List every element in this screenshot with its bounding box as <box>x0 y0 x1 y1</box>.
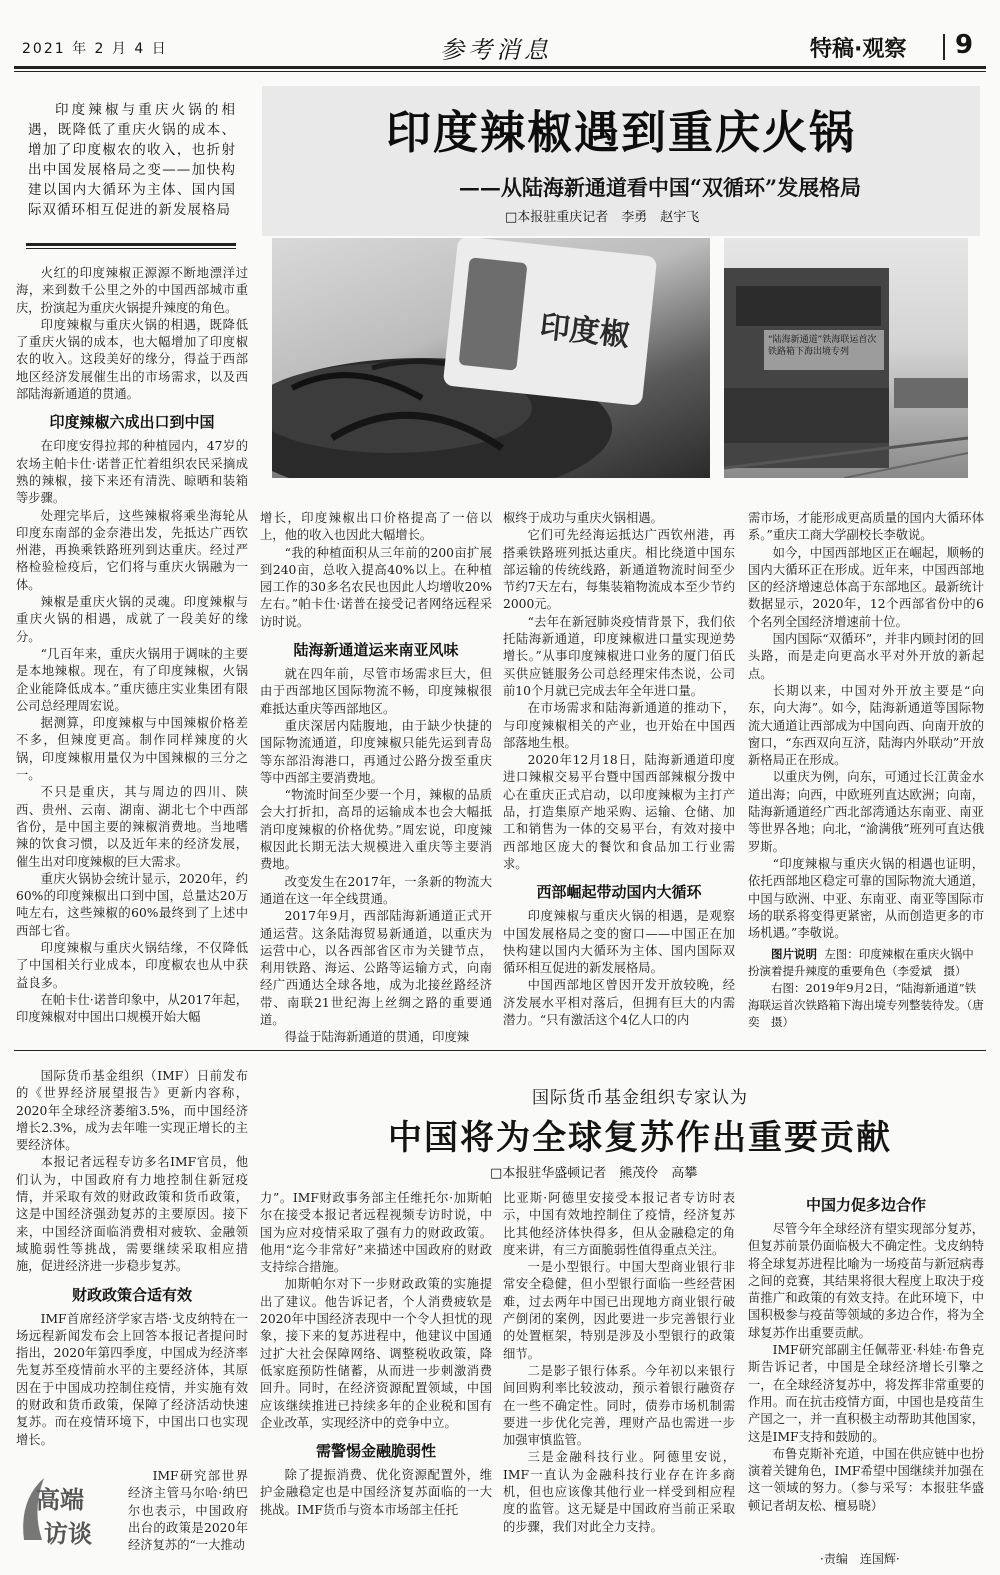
photo-chili-peppers <box>272 238 710 478</box>
article1-byline: □本报驻重庆记者 李勇 赵宇飞 <box>505 210 700 225</box>
paragraph: 长期以来，中国对外开放主要是“向东，向大海”。如今，陆海新通道等国际物流大通道让西部成为中国向西、向南开放的窗口，“东西双向互济，陆海内外联动”开放新格局正在形成。 <box>748 683 984 768</box>
article2-kicker: 国际货币基金组织专家认为 <box>532 1088 748 1108</box>
article-separator <box>14 1050 986 1051</box>
paragraph: 椒终于成功与重庆火锅相遇。 <box>503 511 663 525</box>
paragraph: 2020年12月18日，陆海新通道印度进口辣椒交易平台暨中国西部辣椒分拨中心在重庆正式启动，以印度辣椒为主打产品，打造集原产地采购、运输、仓储、加工和销售为一体的交易平台，有效对接中西部地区庞大的餐饮和食品加工行业需求。 <box>503 753 735 871</box>
paragraph: “去年在新冠肺炎疫情背景下，我们依托陆海新通道，印度辣椒进口量实现逆势增长。”从事印度辣椒进口业务的厦门佰氏买供应链服务公司总经理宋伟杰说，公司前10个月就已完成去年全年进口量。 <box>503 614 735 698</box>
paragraph: 火红的印度辣椒正源源不断地漂洋过海，来到数千公里之外的中国西部城市重庆，扮演起为重庆火锅提升辣度的角色。 <box>16 266 248 315</box>
paragraph: 需市场，才能形成更高质量的国内大循环体系。”重庆工商大学副校长李敬说。 <box>748 511 984 543</box>
article2-column-2 <box>260 1190 492 1570</box>
page-number: 9 <box>955 30 974 60</box>
article1-title: 印度辣椒遇到重庆火锅 <box>385 106 856 159</box>
article1-subheading-1: 印度辣椒六成出口到中国 <box>49 413 215 432</box>
caption-left: 左图：印度辣椒在重庆火锅中扮演着提升辣度的重要角色（李爱斌 摄） <box>748 947 974 979</box>
paragraph: 重庆火锅协会统计显示，2020年，约60%的印度辣椒出口到中国，总量达20万吨左右，这些辣椒的60%最终到了上述中西部七省。 <box>16 871 248 938</box>
article2-subheading-3: 中国力促多边合作 <box>805 1196 926 1214</box>
paragraph: 增长，印度辣椒出口价格提高了一倍以上，他的收入也因此大幅增长。 <box>260 511 492 543</box>
paragraph: 加斯帕尔对下一步财政政策的实施提出了建议。他告诉记者，个人消费疲软是2020年中国经济表现中一个令人担忧的现象，接下来的复苏进程中，他建议中国通过扩大社会保障网络、调整税收政策，降低家庭预防性储蓄，从而进一步刺激消费回升。同时，在经济资源配置领域，中国应该继续推进已持续多年的企业税和国有企业改革，实现经济中的竞争中立。 <box>260 1277 492 1430</box>
paragraph: 除了提振消费、优化资源配置外，维护金融稳定也是中国经济复苏面临的一大挑战。IMF货币与资本市场部主任托 <box>260 1468 492 1517</box>
article2-column-3 <box>503 1190 735 1570</box>
summary-rule <box>26 243 236 246</box>
article1-subtitle: ——从陆海新通道看中国“双循环”发展格局 <box>458 175 862 200</box>
paragraph: 辣椒是重庆火锅的灵魂。印度辣椒与重庆火锅的相遇，成就了一段美好的缘分。 <box>16 595 248 644</box>
header-rule <box>14 66 986 69</box>
photo-train <box>724 238 968 478</box>
photo-chili-label: 印度椒 <box>538 309 632 354</box>
paragraph: 如今，中国西部地区正在崛起，顺畅的国内大循环正在形成。近年来，中国西部地区的经济增速总体高于东部地区。最新统计数据显示，2020年，12个西部省份中的6个名列全国经济增速前十位。 <box>748 545 984 629</box>
paragraph: 本报记者远程专访多名IMF官员，他们认为，中国政府有力地控制住新冠疫情，并采取有效的财政政策和货币政策，这是中国经济强劲复苏的主要原因。接下来，中国经济面临消费相对疲软、金融领域脆弱性等挑战，需要继续采取相应措施，促进经济进一步稳步复苏。 <box>16 1155 248 1274</box>
paragraph: 2017年9月，西部陆海新通道正式开通运营。这条陆海贸易新通道，以重庆为运营中心，以各西部省区市为关键节点，利用铁路、海运、公路等运输方式，向南经广西通达全球各地，成为北接丝路经济带、南联21世纪海上丝绸之路的重要通道。 <box>260 909 492 1028</box>
paragraph: 在帕卡仕·诺普印象中，从2017年起，印度辣椒对中国出口规模开始大幅 <box>16 992 248 1025</box>
article2-subheading-2: 需警惕金融脆弱性 <box>315 1442 436 1461</box>
paragraph: 比亚斯·阿德里安接受本报记者专访时表示，中国有效地控制住了疫情，经济复苏比其他经济体快得多，但从金融稳定的角度来讲，有三方面脆弱性值得重点关注。 <box>503 1191 735 1257</box>
article2-title: 中国将为全球复苏作出重要贡献 <box>388 1118 892 1158</box>
paragraph: 重庆深居内陆腹地，由于缺少快捷的国际物流通道，印度辣椒只能先运到青岛等东部沿海港口，再通过公路分拨至重庆等中西部主要消费地。 <box>260 718 492 785</box>
editor-credit: ·责编 连国辉· <box>820 1552 900 1566</box>
article1-subheading-3: 西部崛起带动国内大循环 <box>536 883 702 902</box>
chili-illustration <box>272 238 710 478</box>
paragraph: IMF首席经济学家吉塔·戈皮纳特在一场远程新闻发布会上回答本报记者提问时指出，2020年第四季度，中国成为经济率先复苏至疫情前水平的主要经济体，其原因在于中国成功控制住疫情，并实施有效的财政和货币政策，保障了经济活动快速复苏。而在疫情环境下，中国出口也实现增长。 <box>16 1311 248 1447</box>
header-rule-thin <box>14 71 986 72</box>
paragraph: 它们可先经海运抵达广西钦州港，再搭乘铁路班列抵达重庆。相比绕道中国东部运输的传统线路，新通道物流时间至少节约7天左右，每集装箱物流成本至少节约2000元。 <box>503 528 735 612</box>
paragraph: 二是影子银行体系。今年初以来银行间回购利率比较波动，预示着银行融资存在一些不确定性。同时，债券市场机制需要进一步优化完善，理财产品也需进一步加强审慎监管。 <box>503 1363 735 1448</box>
summary-rule-thin <box>26 248 236 249</box>
paragraph: 一是小型银行。中国大型商业银行非常安全稳健，但小型银行面临一些经营困难，过去两年中国已出现地方商业银行破产倒闭的案例，因此要进一步完善银行业的处置框架，特别是涉及小型银行的政策细节。 <box>503 1260 735 1361</box>
masthead: 参考消息 <box>440 36 552 64</box>
article2-column-4 <box>748 1190 984 1550</box>
paragraph: 国际货币基金组织（IMF）日前发布的《世界经济展望报告》更新内容称，2020年全球经济萎缩3.5%，而中国经济增长2.3%，成为去年唯一实现正增长的主要经济体。 <box>16 1069 248 1153</box>
paragraph: 力”。IMF财政事务部主任维托尔·加斯帕尔在接受本报记者远程视频专访时说，中国为应对疫情采取了强有力的财政政策。他用“迄今非常好”来描述中国政府的财政支持综合措施。 <box>260 1191 492 1275</box>
badge-text-2: 访谈 <box>44 1520 92 1548</box>
paragraph: 就在四年前，尽管市场需求巨大，但由于西部地区国际物流不畅，印度辣椒很难抵达重庆等西部地区。 <box>260 667 492 716</box>
paragraph: 印度辣椒与重庆火锅的相遇，是观察中国发展格局之变的窗口——中国正在加快构建以国内大循环为主体、国内国际双循环相互促进的新发展格局。 <box>503 909 735 976</box>
paragraph: 处理完毕后，这些辣椒将乘坐海轮从印度东南部的金奈港出发，先抵达广西钦州港，再换乘铁路班列到达重庆。经过严格检验检疫后，它们将与重庆火锅融为一体。 <box>16 508 248 592</box>
article1-subheading-2: 陆海新通道运来南亚风味 <box>293 641 459 660</box>
photo-caption <box>748 946 984 980</box>
section-name: 特稿·观察 <box>810 37 907 62</box>
paragraph: 不只是重庆，其与周边的四川、陕西、贵州、云南、湖南、湖北七个中西部省份，是中国主要的辣椒消费地。当地嗜辣的饮食习惯，以及近年来的经济发展，催生出对印度辣椒的巨大需求。 <box>16 785 248 869</box>
issue-date: 2021 年 2 月 4 日 <box>22 41 168 57</box>
article2-column-1-tail <box>128 1468 248 1568</box>
train-illustration <box>724 238 968 478</box>
paragraph: IMF研究部世界经济主管马尔哈·纳巴尔也表示，中国政府出台的政策是2020年经济复苏的“一大推动 <box>128 1469 248 1553</box>
paragraph: “物流时间至少要一个月，辣椒的品质会大打折扣，高昂的运输成本也会大幅抵消印度辣椒的价格优势。”周宏说，印度辣椒因此长期无法大规模进入重庆等主要消费地。 <box>260 788 492 872</box>
article1-column-2 <box>260 510 492 1045</box>
train-banner-text: “陆海新通道”铁海联运首次铁路箱下海出境专列 <box>768 335 877 357</box>
paragraph: 印度辣椒与重庆火锅的相遇，既降低了重庆火锅的成本，也大幅增加了印度椒农的收入。这段美好的缘分，得益于西部地区经济发展催生出的市场需求，以及西部陆海新通道的贯通。 <box>16 317 248 402</box>
paragraph: 以重庆为例，向东，可通过长江黄金水道出海；向西，中欧班列直达欧洲；向南，陆海新通道经广西北部湾通达东南亚、南亚等世界各地；向北，“渝满俄”班列可直达俄罗斯。 <box>748 770 984 854</box>
paragraph: 布鲁克斯补充道，中国在供应链中也扮演着关键角色，IMF希望中国继续并加强在这一领域的努力。（参与采写：本报驻华盛顿记者胡友松、檀易晓） <box>748 1446 984 1513</box>
interview-badge <box>14 1470 114 1552</box>
paragraph: 三是金融科技行业。阿德里安说，IMF一直认为金融科技行业存在许多商机，但也应该像其他行业一样受到相应程度的监管。这无疑是中国政府当前正采取的步骤，我们对此全力支持。 <box>503 1450 735 1534</box>
article2-byline: □本报驻华盛顿记者 熊茂伶 高攀 <box>490 1166 698 1181</box>
photo-caption-right: 右图：2019年9月2日，“陆海新通道”铁海联运首次铁路箱下海出境专列整装待发。（唐奕 摄） <box>748 981 984 1030</box>
article1-column-3 <box>503 510 735 1045</box>
paragraph: 得益于陆海新通道的贯通，印度辣 <box>284 1030 470 1045</box>
caption-label: 图片说明 <box>771 947 817 962</box>
paragraph: 尽管今年全球经济有望实现部分复苏，但复苏前景仍面临极大不确定性。戈皮纳特将全球复苏进程比喻为一场疫苗与新冠病毒之间的竞赛，其结果将很大程度上取决于疫苗推广和政策的有效支持。在此环境下，中国积极参与疫苗等领域的多边合作，将为全球复苏作出重要贡献。 <box>748 1222 984 1340</box>
section-divider <box>943 34 945 60</box>
paragraph: 印度辣椒与重庆火锅结缘，不仅降低了中国相关行业成本，印度椒农也从中获益良多。 <box>16 940 248 990</box>
article1-summary: 印度辣椒与重庆火锅的相遇，既降低了重庆火锅的成本、增加了印度椒农的收入，也折射出中国发展格局之变——加快构建以国内大循环为主体、国内国际双循环相互促进的新发展格局 <box>28 102 236 218</box>
paragraph: 据测算，印度辣椒与中国辣椒价格差不多，但辣度更高。制作同样辣度的火锅，印度辣椒用量仅为中国辣椒的三分之一。 <box>16 716 248 783</box>
badge-text-1: 高端 <box>36 1486 84 1514</box>
paragraph: “印度辣椒与重庆火锅的相遇也证明，依托西部地区稳定可靠的国际物流大通道，中国与欧洲、中亚、东南亚、南亚等国际市场的联系将变得更紧密，从而创造更多的市场机遇。”李敬说。 <box>748 856 984 941</box>
paragraph: 改变发生在2017年，一条新的物流大通道在这一年全线贯通。 <box>260 874 492 906</box>
article2-column-1 <box>16 1068 248 1468</box>
paragraph: 在市场需求和陆海新通道的推动下，与印度辣椒相关的产业，也开始在中国西部落地生根。 <box>503 701 735 750</box>
paragraph: “几百年来，重庆火锅用于调味的主要是本地辣椒。现在，有了印度辣椒，火锅企业能降低成本。”重庆德庄实业集团有限公司总经理周宏说。 <box>16 646 248 713</box>
paragraph: “我的种植面积从三年前的200亩扩展到240亩，总收入提高40%以上。在种植园工作的30多名农民也因此人均增收20%左右。”帕卡仕·诺普在接受记者网络远程采访时说。 <box>260 545 492 629</box>
article1-column-4 <box>748 510 984 1045</box>
paragraph: 中国西部地区曾因开发开放较晚，经济发展水平相对落后，但拥有巨大的内需潜力。“只有激活这个4亿人口的内 <box>503 978 735 1028</box>
paragraph: 在印度安得拉邦的种植园内，47岁的农场主帕卡仕·诺普正忙着组织农民采摘成熟的辣椒，接下来还有清洗、晾晒和装箱等步骤。 <box>16 439 248 506</box>
article1-column-1 <box>16 265 248 1045</box>
article2-subheading-1: 财政政策合适有效 <box>71 1285 192 1304</box>
paragraph: IMF研究部副主任佩蒂亚·科娃·布鲁克斯告诉记者，中国是全球经济增长引擎之一，在全球经济复苏中，将发挥非常重要的作用。而在抗击疫情方面，中国也是疫苗生产国之一，并一直积极主动帮助其他国家，这是IMF支持和鼓励的。 <box>748 1343 984 1444</box>
paragraph: 国内国际“双循环”，并非内顾封闭的回头路，而是走向更高水平对外开放的新起点。 <box>748 632 984 681</box>
